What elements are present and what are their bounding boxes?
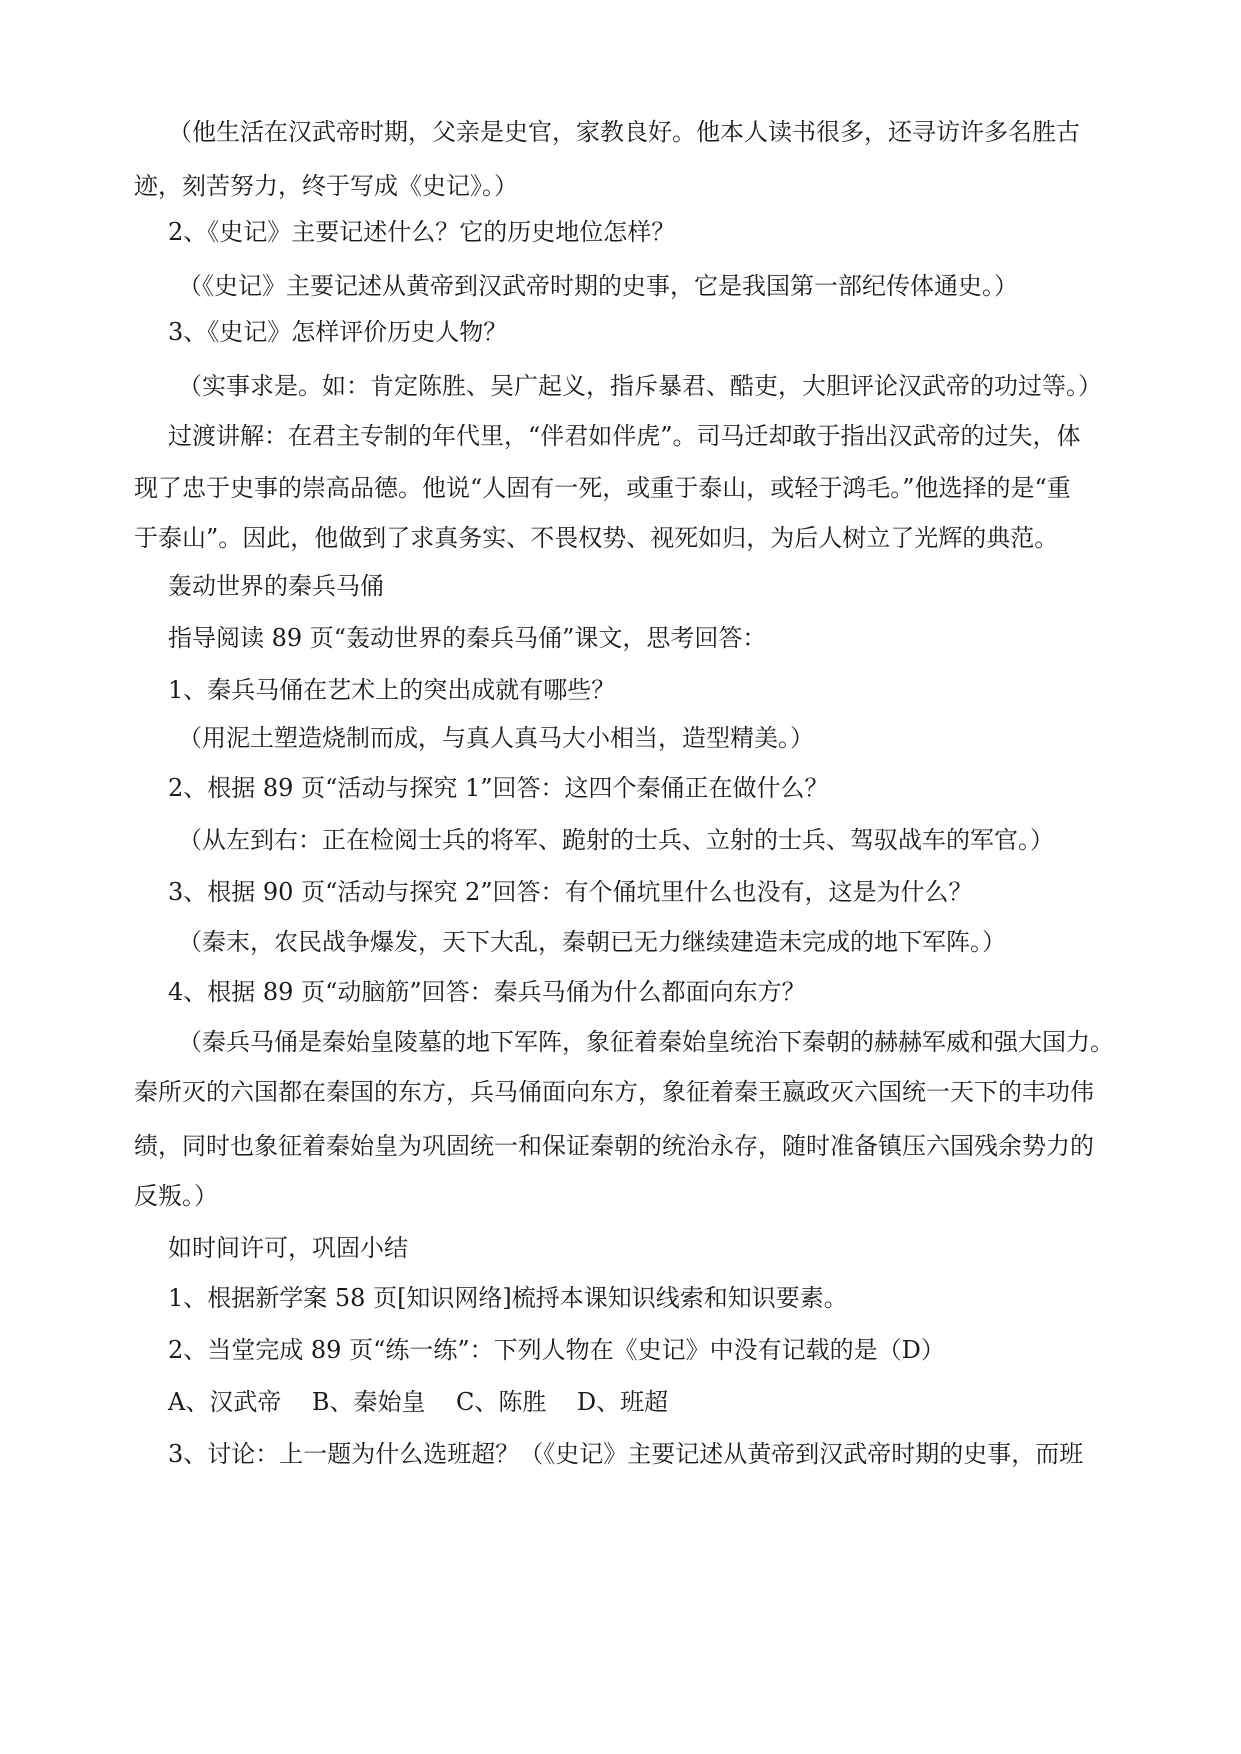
question-line: 1、秦兵马俑在艺术上的突出成就有哪些？ (168, 676, 616, 704)
paragraph-line: 于泰山”。因此，他做到了求真务实、不畏权势、视死如归，为后人树立了光辉的典范。 (134, 524, 1059, 552)
answer-options: A、汉武帝 B、秦始皇 C、陈胜 D、班超 (168, 1388, 669, 1416)
question-line: 3、《史记》怎样评价历史人物？ (168, 318, 508, 346)
answer-line: （《史记》主要记述从黄帝到汉武帝时期的史事，它是我国第一部纪传体通史。） (178, 272, 1018, 300)
question-line: 3、根据 90 页“活动与探究 2”回答：有个俑坑里什么也没有，这是为什么？ (168, 878, 973, 906)
answer-line: 秦所灭的六国都在秦国的东方，兵马俑面向东方，象征着秦王嬴政灭六国统一天下的丰功伟 (134, 1078, 1094, 1106)
paragraph-line: 迹，刻苦努力，终于写成《史记》。） (134, 172, 518, 200)
list-item: 3、讨论：上一题为什么选班超？（《史记》主要记述从黄帝到汉武帝时期的史事，而班 (168, 1440, 1084, 1468)
answer-line: （从左到右：正在检阅士兵的将军、跪射的士兵、立射的士兵、驾驭战车的军官。） (178, 826, 1054, 854)
answer-line: （实事求是。如：肯定陈胜、吴广起义，指斥暴君、酷吏，大胆评论汉武帝的功过等。） (178, 372, 1102, 400)
question-line: 4、根据 89 页“动脑筋”回答：秦兵马俑为什么都面向东方？ (168, 978, 806, 1006)
answer-line: （秦兵马俑是秦始皇陵墓的地下军阵，象征着秦始皇统治下秦朝的赫赫军威和强大国力。 (178, 1028, 1114, 1056)
section-heading: 轰动世界的秦兵马俑 (168, 572, 384, 600)
paragraph-line: 过渡讲解：在君主专制的年代里，“伴君如伴虎”。司马迁却敢于指出汉武帝的过失，体 (168, 422, 1081, 450)
question-line: 2、根据 89 页“活动与探究 1”回答：这四个秦俑正在做什么？ (168, 774, 829, 802)
answer-line: 反叛。） (134, 1182, 218, 1210)
answer-line: 绩，同时也象征着秦始皇为巩固统一和保证秦朝的统治永存，随时准备镇压六国残余势力的 (134, 1132, 1094, 1160)
answer-line: （秦末，农民战争爆发，天下大乱，秦朝已无力继续建造未完成的地下军阵。） (178, 928, 1006, 956)
list-item: 1、根据新学案 58 页[知识网络]梳捋本课知识线索和知识要素。 (168, 1284, 848, 1312)
section-heading: 如时间许可，巩固小结 (168, 1234, 408, 1262)
list-item: 2、当堂完成 89 页“练一练”：下列人物在《史记》中没有记载的是（D） (168, 1336, 945, 1364)
paragraph-line: （他生活在汉武帝时期，父亲是史官，家教良好。他本人读书很多，还寻访许多名胜古 (168, 118, 1080, 146)
answer-line: （用泥土塑造烧制而成，与真人真马大小相当，造型精美。） (178, 724, 814, 752)
paragraph-line: 现了忠于史事的崇高品德。他说“人固有一死，或重于泰山，或轻于鸿毛。”他选择的是“重 (134, 474, 1071, 502)
question-line: 2、《史记》主要记述什么？它的历史地位怎样？ (168, 218, 676, 246)
paragraph-line: 指导阅读 89 页“轰动世界的秦兵马俑”课文，思考回答： (168, 624, 767, 652)
